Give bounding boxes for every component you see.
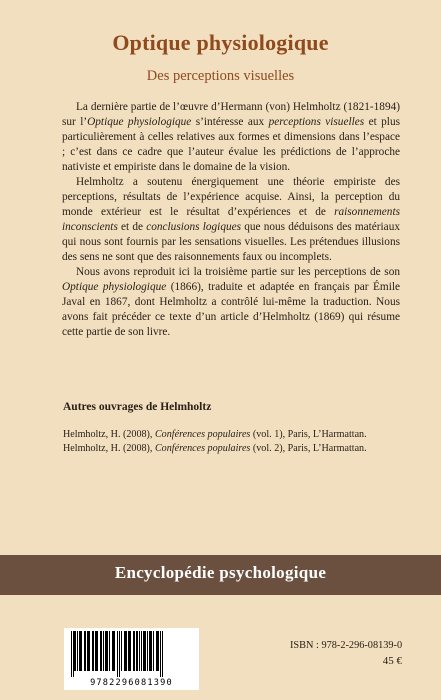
paragraph-run: raisonnements inconscients (62, 206, 400, 234)
reference-run: Helmholtz, H. (2008), (63, 442, 155, 454)
reference-run: Conférences populaires (154, 429, 251, 440)
barcode (64, 628, 199, 690)
description-paragraph (62, 175, 400, 265)
reference-item (63, 442, 423, 456)
reference-run: (vol. 1), Paris, L’Harmattan. (250, 429, 367, 440)
paragraph-run: Optique physiologique (62, 281, 167, 294)
paragraph-run: Optique physiologique (87, 116, 192, 129)
other-works-list (63, 428, 423, 455)
paragraph-run: La dernière partie de l’œuvre d’Hermann (von) Helmholtz (1821-1894) sur l’ (62, 101, 400, 129)
paragraph-run: conclusions logiques (146, 221, 242, 234)
reference-run: Conférences populaires (154, 442, 251, 454)
reference-item (63, 428, 423, 442)
other-works-heading: Autres ouvrages de Helmholtz (63, 401, 212, 413)
description-paragraph (62, 265, 400, 340)
paragraph-run: Nous avons reproduit ici la troisième partie sur les perceptions de son (76, 266, 400, 279)
book-subtitle: Des perceptions visuelles (146, 68, 295, 84)
barcode-icon (68, 631, 195, 677)
book-title: Optique physiologique (112, 30, 329, 55)
reference-run: (vol. 2), Paris, L’Harmattan. (250, 442, 367, 454)
paragraph-run: et de (117, 221, 147, 234)
paragraph-run: Helmholtz a soutenu énergiquement une théorie empiriste des perceptions, résultats de l’expérience acquise. Ainsi, la perception du monde extérieur est le résultat d’expériences et de (62, 176, 400, 219)
barcode-digits: 9782296081390 (90, 678, 173, 688)
reference-run: Helmholtz, H. (2008), (63, 429, 155, 440)
description-text (62, 100, 400, 340)
price-text: 45 € (382, 655, 402, 667)
paragraph-run: perceptions visuelles (268, 116, 365, 129)
isbn-text: ISBN : 978-2-296-08139-0 (290, 640, 403, 651)
series-title: Encyclopédie psychologique (114, 563, 327, 582)
paragraph-run: et plus particulièrement à celles relatives aux formes et dimensions dans l’espace ; c’est dans ce cadre que l’auteur évalue les prédictions de l’approche nativiste et empiriste dans le domaine de la vision. (62, 116, 400, 174)
description-paragraph (62, 100, 400, 175)
paragraph-run: (1866), traduite et adaptée en français par Émile Javal en 1867, dont Helmholtz a contrôlé lui-même la traduction. Nous avons fait précéder ce texte d’un article d’Helmholtz (1869) qui résume cette partie de son livre. (62, 281, 401, 339)
paragraph-run: que nous déduisons des matériaux qui nous sont fournis par les sensations visuelles. Les prétendues illusions des sens ne sont que des raisonnements faux ou incomplets. (62, 221, 400, 264)
paragraph-run: s’intéresse aux (191, 116, 269, 129)
